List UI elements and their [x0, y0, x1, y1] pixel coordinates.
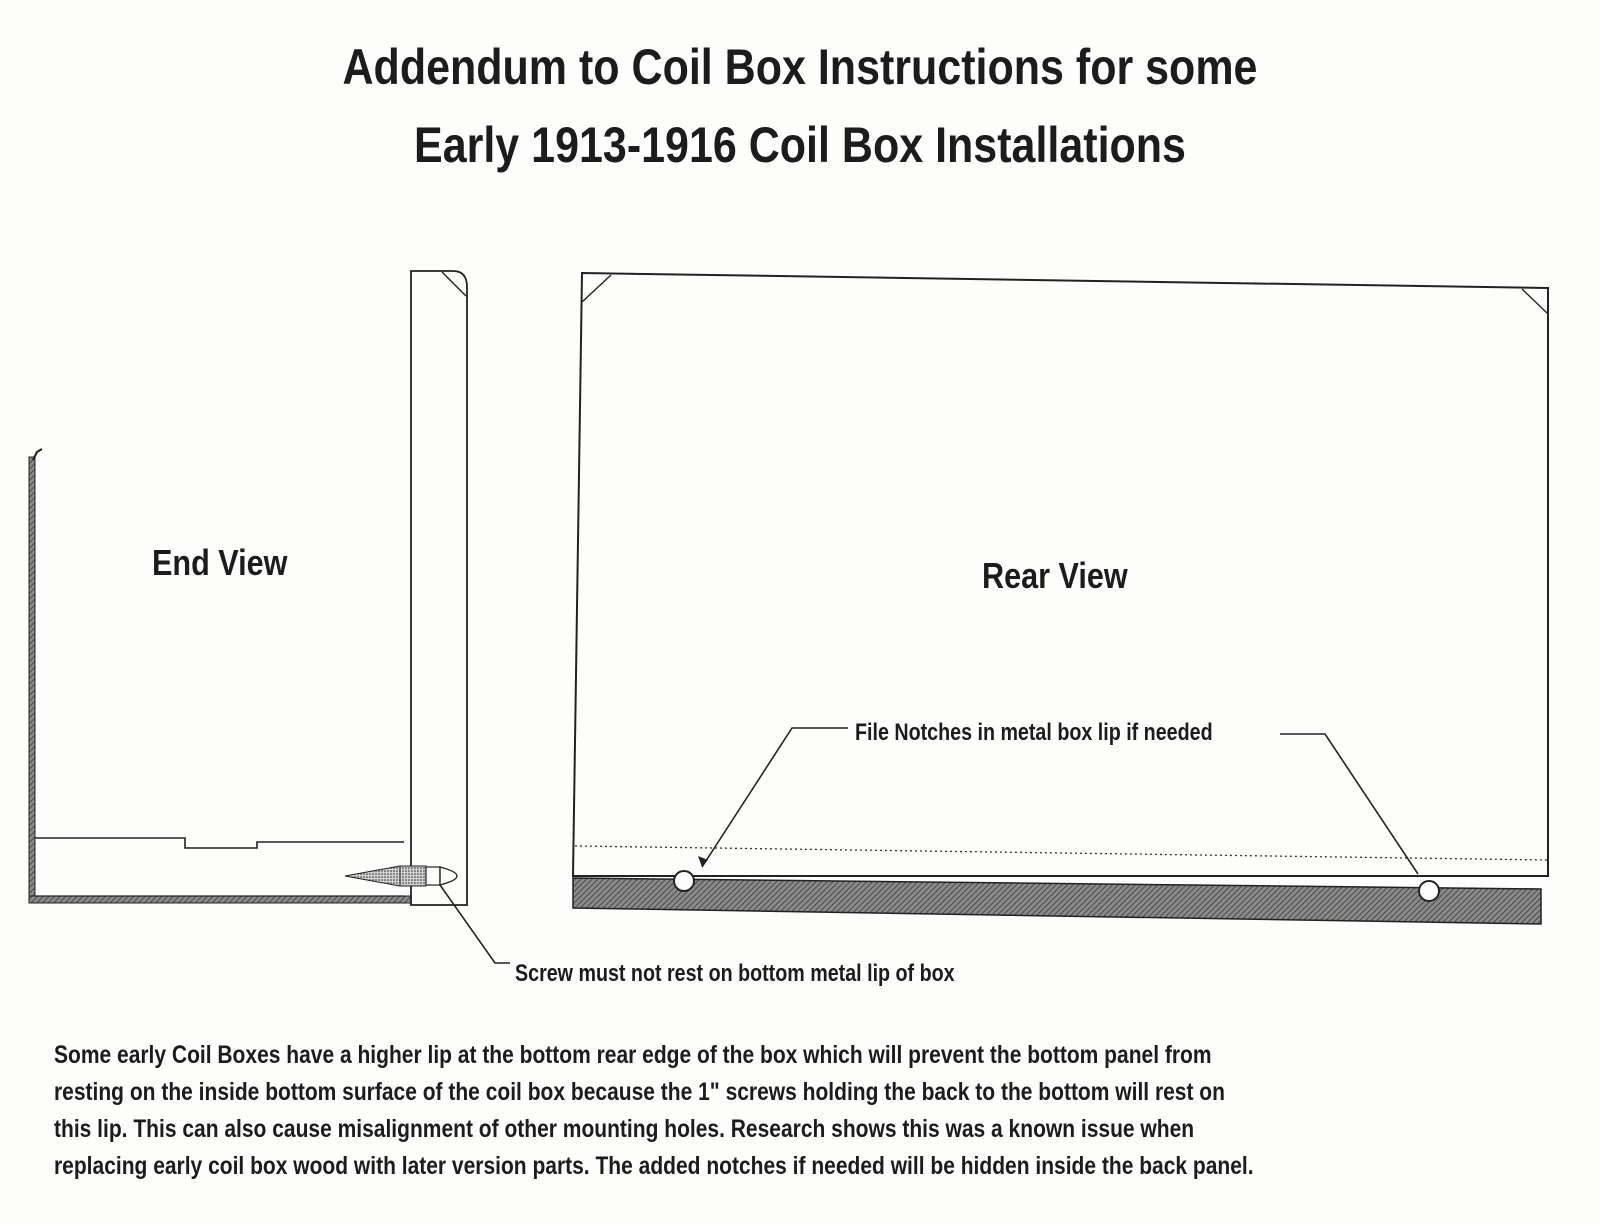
paragraph-line: Some early Coil Boxes have a higher lip at the bottom rear edge of the box which will prevent the bottom panel from — [54, 1041, 1212, 1069]
metal-box-side-wall — [29, 457, 35, 902]
paragraph-line: replacing early coil box wood with later version parts. The added notches if needed will be hidden inside the back panel. — [54, 1152, 1254, 1180]
screw-icon — [345, 866, 457, 886]
paragraph-line: this lip. This can also cause misalignment of other mounting holes. Research shows this was a known issue when — [54, 1115, 1195, 1143]
end-view-drawing — [29, 271, 510, 963]
metal-box-wall-flare — [33, 449, 42, 460]
screw-callout-text: Screw must not rest on bottom metal lip of box — [515, 960, 955, 987]
paragraph-line: resting on the inside bottom surface of the coil box because the 1" screws holding the back to the bottom will rest on — [54, 1078, 1225, 1106]
rear-view-label: Rear View — [982, 555, 1128, 596]
rear-view-drawing — [573, 273, 1548, 924]
metal-box-bottom — [29, 896, 439, 903]
page-title-line-1: Addendum to Coil Box Instructions for some — [342, 39, 1258, 95]
metal-box-lip — [573, 878, 1541, 924]
notch-hole-right — [1419, 881, 1439, 901]
back-wood-panel — [411, 271, 467, 905]
notch-hole-left — [674, 871, 694, 891]
bottom-wood-panel-edge — [35, 838, 404, 848]
end-view-label: End View — [152, 542, 288, 583]
notch-callout-text: File Notches in metal box lip if needed — [855, 719, 1213, 746]
page-title-line-2: Early 1913-1916 Coil Box Installations — [414, 117, 1186, 173]
explanation-paragraph — [54, 1037, 1314, 1185]
